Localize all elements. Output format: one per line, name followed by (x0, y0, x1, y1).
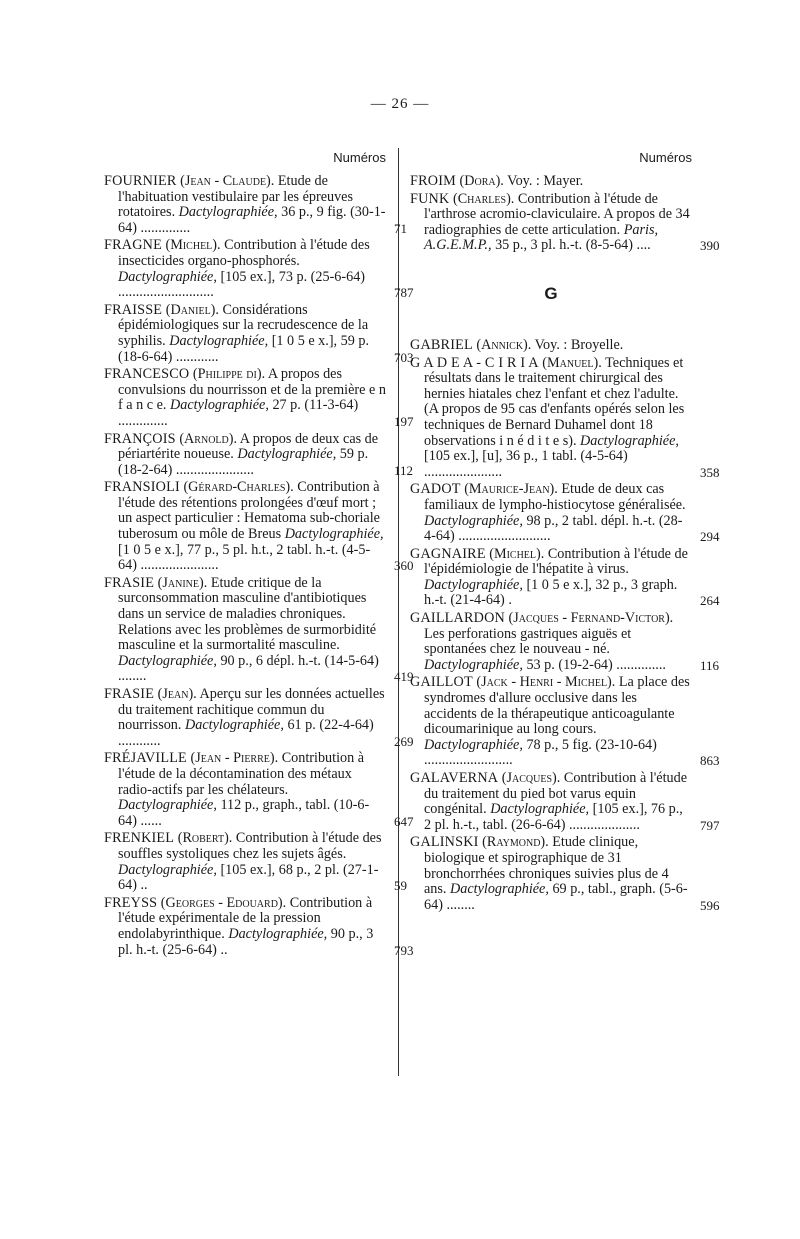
entry-author-firstname: (Michel). (489, 545, 545, 562)
bibliography-entry (410, 190, 720, 254)
left-entry-list (104, 173, 414, 958)
bibliography-entry (410, 338, 692, 354)
entry-author-surname: GALINSKI (410, 834, 479, 851)
entry-author-firstname: (Jean). (157, 686, 197, 702)
entry-author-surname: FRÉJAVILLE (104, 750, 187, 767)
entry-details: 61 p. (22-4-64) ............ (118, 717, 374, 749)
entry-number: 596 (700, 897, 720, 913)
entry-publication: Dactylographiée, (424, 512, 523, 529)
entry-details: Mayer. (543, 173, 584, 189)
entry-number: 197 (394, 413, 414, 429)
entry-body (410, 835, 692, 913)
entry-title: Voy. : (507, 173, 540, 189)
bibliography-entry (410, 674, 720, 769)
entry-author-surname: GALAVERNA (410, 770, 499, 786)
entry-body (410, 482, 692, 544)
entry-title: Etude de deux cas familiaux de lympho-histiocytose généralisée. (424, 481, 686, 513)
entry-details: 90 p., 6 dépl. h.-t. (14-5-64) ........ (118, 652, 379, 685)
numeros-header: Numéros (639, 150, 692, 165)
entry-body (410, 174, 692, 190)
bibliography-entry (104, 301, 414, 365)
entry-publication: Dactylographiée, (178, 204, 278, 221)
entry-author-surname: GAGNAIRE (410, 545, 486, 562)
section-letter-g: G (544, 283, 558, 303)
entry-number: 358 (700, 464, 720, 480)
entry-publication: Dactylographiée, (424, 576, 523, 593)
entry-author-surname: FRASIE (104, 574, 155, 591)
entry-publication: Paris, A.G.E.M.P., (424, 221, 659, 254)
entry-publication: Dactylographiée, (118, 861, 217, 878)
entry-title: Voy. : (534, 336, 568, 353)
entry-details: [105 ex.], 76 p., 2 pl. h.-t., tabl. (26-6-64) .................... (424, 801, 683, 833)
page-number: — 26 — (370, 96, 430, 112)
bibliography-entry (410, 834, 720, 913)
bibliography-entry (410, 545, 720, 609)
entry-publication: Dactylographiée, (490, 801, 590, 818)
entry-number: 294 (700, 529, 720, 545)
entry-title: Considérations épidémiologiques sur la recrudescence de la syphilis. (118, 301, 369, 349)
entry-body (410, 192, 692, 254)
right-entry-list-g (410, 336, 720, 913)
entry-title: Contribution à l'étude expérimentale de la pression endolabyrinthique. (118, 894, 373, 942)
right-entry-list-f (410, 173, 720, 254)
entry-author-surname: FRANÇOIS (104, 430, 176, 447)
entry-author-surname: FUNK (410, 190, 450, 207)
entry-number: 419 (394, 669, 414, 685)
entry-publication: Dactylographiée, (170, 397, 269, 414)
entry-details: 90 p., 3 pl. h.-t. (25-6-64) .. (118, 925, 374, 958)
bibliography-entry (104, 686, 414, 749)
entry-details: [1 0 5 e x.], 32 p., 3 graph. h.-t. (21-4-64) . (424, 576, 678, 609)
entry-publication: Dactylographiée, (118, 268, 217, 285)
entry-body (104, 576, 386, 685)
entry-author-firstname: (Jean - Pierre). (190, 750, 279, 767)
entry-title: Les perforations gastriques aiguës et spontanées chez le nouveau - né. (424, 625, 632, 658)
bibliography-entry (410, 174, 692, 190)
entry-publication: Dactylographiée, (424, 736, 523, 753)
entry-author-firstname: (Janine). (157, 574, 208, 591)
entry-author-surname: FOURNIER (104, 173, 177, 189)
bibliography-entry (104, 830, 407, 894)
entry-number: 112 (394, 462, 414, 478)
entry-author-surname: GADOT (410, 481, 461, 498)
entry-number: 390 (700, 238, 720, 254)
bibliography-entry (104, 750, 414, 829)
entry-author-firstname: (Jean - Claude). (180, 173, 275, 189)
bibliography-entry (410, 481, 720, 545)
bibliography-entry (104, 430, 414, 479)
entry-author-firstname: (Arnold). (179, 430, 238, 447)
entry-author-surname: FRAGNE (104, 237, 162, 254)
entry-number: 360 (394, 558, 414, 574)
entry-title: La place des syndromes d'allure occlusive dans les accidents de la thérapeutique anticoagulante dicoumarinique au long cours. (424, 674, 690, 738)
bibliography-entry (104, 479, 414, 574)
entry-details: 112 p., graph., tabl. (10-6-64) ...... (118, 797, 370, 829)
entry-body (410, 547, 692, 609)
entry-body (410, 675, 692, 769)
entry-title: Etude clinique, biologique et spirographique de 31 bronchorrhées chroniques suivies plus de 4 ans. (424, 834, 669, 898)
entry-body (410, 338, 692, 354)
entry-body (104, 238, 386, 300)
entry-number: 116 (700, 657, 720, 673)
entry-author-surname: FRENKIEL (104, 830, 175, 847)
entry-publication: Dactylographiée, (237, 446, 337, 463)
entry-details: [105 ex.], 73 p. (25-6-64) ........................... (118, 268, 366, 301)
entry-details: 78 p., 5 fig. (23-10-64) ......................... (424, 736, 657, 769)
entry-title: A propos de deux cas de périartérite noueuse. (118, 430, 379, 463)
entry-author-firstname: (Gérard-Charles). (183, 479, 294, 496)
entry-publication: Dactylographiée, (284, 526, 384, 543)
entry-number: 793 (394, 942, 414, 958)
entry-body (104, 303, 386, 365)
bibliography-entry (104, 237, 414, 301)
entry-details: 69 p., tabl., graph. (5-6-64) ........ (424, 881, 688, 913)
numeros-header: Numéros (333, 150, 386, 165)
entry-details: [105 ex.], [u], 36 p., 1 tabl. (4-5-64) ...................... (424, 448, 628, 480)
entry-details: 27 p. (11-3-64) .............. (118, 397, 359, 429)
entry-number: 703 (394, 349, 414, 365)
entry-author-firstname: (Georges - Edouard). (160, 894, 287, 911)
bibliography-entry (410, 610, 720, 673)
entry-number: 797 (700, 817, 720, 833)
bibliography-entry (104, 894, 414, 958)
entry-author-surname: FRANSIOLI (104, 479, 180, 496)
entry-title: Contribution à l'étude des insecticides organo-phosphorés. (118, 237, 370, 269)
entry-author-firstname: (Maurice-Jean). (464, 481, 558, 498)
entry-author-firstname: (Dora). (459, 173, 504, 189)
entry-author-surname: FROIM (410, 173, 456, 189)
entry-author-firstname: (Michel). (165, 237, 221, 254)
bibliography-entry (104, 366, 414, 429)
entry-details: 35 p., 3 pl. h.-t. (8-5-64) .... (495, 237, 651, 254)
entry-number: 71 (394, 220, 407, 236)
entry-title: Contribution à l'étude des souffles systoliques chez les sujets âgés. (118, 830, 382, 862)
entry-title: Contribution à l'étude du traitement du pied bot varus equin congénital. (424, 770, 688, 818)
bibliography-entry (104, 173, 407, 236)
entry-title: Contribution à l'étude de l'arthrose acromio-claviculaire. A propos de 34 radiographies de cette articulation. (424, 190, 690, 238)
entry-details: [105 ex.], 68 p., 2 pl. (27-1-64) .. (118, 861, 379, 894)
entry-details: 98 p., 2 tabl. dépl. h.-t. (28-4-64) .......................... (424, 512, 683, 545)
entry-author-firstname: (Jacques - Fernand-Victor). (508, 610, 674, 627)
entry-author-firstname: (Daniel). (165, 301, 219, 318)
entry-author-surname: GAILLOT (410, 674, 473, 691)
entry-publication: Dactylographiée, (185, 717, 284, 734)
entry-number: 863 (700, 753, 720, 769)
entry-body (104, 831, 386, 893)
entry-author-firstname: (Annick). (476, 336, 532, 353)
entry-author-surname: FREYSS (104, 894, 158, 911)
entry-title: Etude de l'habituation vestibulaire par les épreuves rotatoires. (118, 173, 353, 221)
entry-author-firstname: (Robert). (177, 830, 233, 847)
entry-author-surname: GAILLARDON (410, 610, 505, 627)
entry-body (410, 771, 692, 833)
entry-publication: Dactylographiée, (169, 332, 269, 349)
entry-publication: Dactylographiée, (450, 881, 549, 898)
entry-publication: Dactylographiée, (228, 925, 328, 942)
entry-title: Contribution à l'étude des rétentions prolongées d'œuf mort ; un aspect particulier : Hematoma sub-choriale tuberosum ou môle de Breus (118, 479, 380, 543)
entry-title: Contribution à l'étude de la décontamination des métaux radio-actifs par les chélateurs. (118, 750, 365, 798)
entry-author-firstname: (Jack - Henri - Michel). (476, 674, 616, 691)
bibliography-entry (410, 770, 720, 833)
entry-body (104, 432, 386, 479)
entry-details: [1 0 5 e x.], 77 p., 5 pl. h.t., 2 tabl. h.-t. (4-5-64) ...................... (118, 541, 371, 574)
left-column (104, 150, 414, 960)
entry-author-surname: GABRIEL (410, 336, 473, 353)
entry-body (104, 896, 386, 958)
entry-body (410, 356, 692, 481)
bibliography-entry (410, 354, 720, 481)
entry-body (104, 687, 386, 749)
entry-title: A propos des convulsions du nourrisson et de la première e n f a n c e. (118, 366, 386, 414)
entry-author-surname: FRASIE (104, 686, 155, 702)
entry-number: 647 (394, 813, 414, 829)
entry-body (104, 751, 386, 829)
entry-publication: Dactylographiée, (118, 652, 217, 669)
entry-body (104, 367, 386, 429)
entry-details: [1 0 5 e x.], 59 p. (18-6-64) ............ (118, 332, 370, 365)
entry-author-surname: G A D E A - C I R I A (410, 354, 539, 371)
entry-number: 264 (700, 593, 720, 609)
entry-details: Broyelle. (570, 336, 624, 353)
entry-details: 53 p. (19-2-64) .............. (526, 656, 666, 673)
entry-number: 269 (394, 733, 414, 749)
entry-body (410, 611, 692, 673)
entry-author-firstname: (Manuel). (542, 354, 602, 371)
entry-publication: Dactylographiée, (424, 656, 523, 673)
entry-body (104, 480, 386, 574)
entry-title: Contribution à l'étude de l'épidémiologie de l'hépatite à virus. (424, 545, 688, 578)
entry-title: Techniques et résultats dans le traitement chirurgical des hernies hiatales chez l'enfant et chez l'adulte. (A propos de 95 cas d'enfants opérés selon les techniques de Bernard Duhamel dont 18 observations i n é d i t e s). (424, 354, 685, 449)
entry-author-surname: FRAISSE (104, 301, 163, 318)
bibliography-entry (104, 574, 414, 685)
entry-author-firstname: (Philippe di). (192, 366, 266, 383)
entry-author-firstname: (Charles). (452, 190, 515, 207)
entry-publication: Dactylographiée, (118, 797, 217, 814)
entry-details: 36 p., 9 fig. (30-1-64) .............. (118, 204, 386, 236)
entry-title: Etude critique de la surconsommation masculine d'antibiotiques dans un service de maladies chroniques. Relations avec les problèmes de surmorbidité masculine et la surmortalité masculine. (118, 574, 377, 654)
entry-number: 59 (394, 878, 407, 894)
entry-title: Aperçu sur les données actuelles du traitement rachitique commun du nourrisson. (118, 686, 385, 734)
entry-author-firstname: (Jacques). (501, 770, 561, 786)
entry-author-firstname: (Raymond). (482, 834, 549, 851)
entry-body (104, 174, 386, 236)
entry-details: 59 p. (18-2-64) ...................... (118, 446, 369, 478)
entry-author-surname: FRANCESCO (104, 366, 190, 383)
entry-number: 787 (394, 285, 414, 301)
right-column (410, 150, 720, 915)
entry-publication: Dactylographiée, (580, 432, 679, 449)
